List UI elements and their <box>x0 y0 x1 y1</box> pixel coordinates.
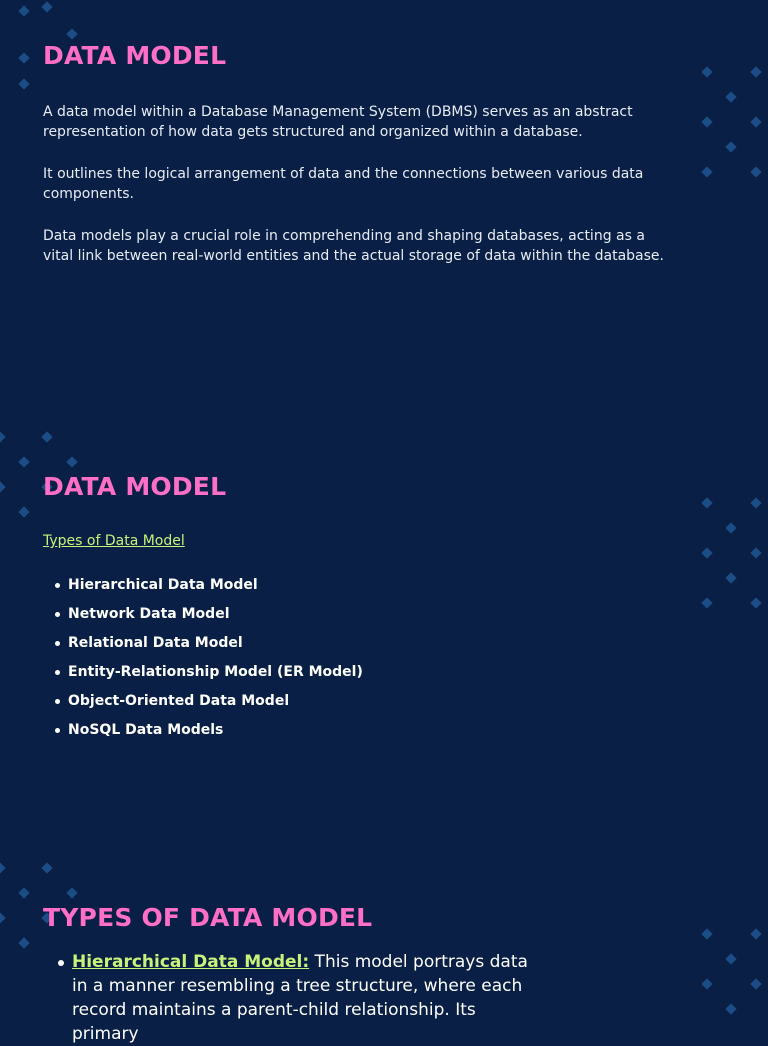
list-item <box>53 606 363 635</box>
decor-diamond-icon <box>725 522 736 533</box>
list-item-label: Entity-Relationship Model (ER Model) <box>68 664 363 680</box>
bullet-icon <box>55 699 60 704</box>
slide-title: DATA MODEL <box>43 41 227 70</box>
list-item-label: Relational Data Model <box>68 635 243 651</box>
list-item <box>53 722 363 751</box>
data-model-types-list <box>53 577 363 751</box>
decor-diamond-icon <box>750 978 761 989</box>
bullet-icon <box>55 670 60 675</box>
decor-diamond-icon <box>66 456 77 467</box>
intro-paragraph: It outlines the logical arrangement of data and the connections between various data components. <box>43 166 644 202</box>
decor-diamond-icon <box>0 912 6 923</box>
decor-diamond-icon <box>18 887 29 898</box>
list-item <box>53 577 363 606</box>
types-of-data-model-link[interactable]: Types of Data Model <box>43 533 185 549</box>
hierarchical-model-description <box>72 950 532 1046</box>
decor-diamond-icon <box>701 978 712 989</box>
decor-diamond-icon <box>701 597 712 608</box>
list-item-label: Object-Oriented Data Model <box>68 693 290 709</box>
decor-diamond-icon <box>18 78 29 89</box>
slide-title: DATA MODEL <box>43 472 227 501</box>
list-item-label: NoSQL Data Models <box>68 722 224 738</box>
decor-diamond-icon <box>701 547 712 558</box>
bullet-icon <box>58 960 64 966</box>
slide-data-model-types-list <box>0 431 768 862</box>
intro-paragraph: A data model within a Database Management System (DBMS) serves as an abstract representation of how data gets structured and organized within a database. <box>43 104 633 140</box>
intro-paragraph: Data models play a crucial role in comprehending and shaping databases, acting as a vital link between real-world entities and the actual storage of data within the database. <box>43 228 664 264</box>
decor-diamond-icon <box>701 116 712 127</box>
decor-diamond-icon <box>750 497 761 508</box>
hierarchical-data-model-link[interactable]: Hierarchical Data Model: <box>72 952 310 972</box>
decor-diamond-icon <box>750 116 761 127</box>
decor-diamond-icon <box>0 431 6 442</box>
decor-diamond-icon <box>750 66 761 77</box>
list-item <box>53 635 363 664</box>
decor-diamond-icon <box>18 52 29 63</box>
bullet-icon <box>55 583 60 588</box>
decor-diamond-icon <box>750 166 761 177</box>
decor-diamond-icon <box>41 1 52 12</box>
list-item-label: Hierarchical Data Model <box>68 577 258 593</box>
decor-diamond-icon <box>725 572 736 583</box>
decor-diamond-icon <box>0 862 6 873</box>
decor-diamond-icon <box>725 1003 736 1014</box>
decor-diamond-icon <box>18 506 29 517</box>
hierarchical-description-text: This model portrays data in a manner resembling a tree structure, where each record maintains a parent-child relationship. Its primary <box>72 952 528 1044</box>
decor-diamond-icon <box>41 431 52 442</box>
bullet-icon <box>55 641 60 646</box>
decor-diamond-icon <box>750 928 761 939</box>
slide-data-model-intro <box>0 0 768 431</box>
bullet-icon <box>55 612 60 617</box>
decor-diamond-icon <box>66 887 77 898</box>
decor-diamond-icon <box>725 91 736 102</box>
decor-diamond-icon <box>18 5 29 16</box>
decor-diamond-icon <box>0 481 6 492</box>
bullet-icon <box>55 728 60 733</box>
list-item <box>53 693 363 722</box>
decor-diamond-icon <box>725 953 736 964</box>
slide-types-of-data-model <box>0 862 768 1044</box>
decor-diamond-icon <box>701 66 712 77</box>
slide-title: TYPES OF DATA MODEL <box>43 903 373 932</box>
decor-diamond-icon <box>701 497 712 508</box>
decor-diamond-icon <box>725 141 736 152</box>
list-item-label: Network Data Model <box>68 606 230 622</box>
decor-diamond-icon <box>18 456 29 467</box>
decor-diamond-icon <box>66 28 77 39</box>
list-item <box>53 664 363 693</box>
decor-diamond-icon <box>750 597 761 608</box>
decor-diamond-icon <box>750 547 761 558</box>
decor-diamond-icon <box>701 928 712 939</box>
decor-diamond-icon <box>41 862 52 873</box>
decor-diamond-icon <box>18 937 29 948</box>
decor-diamond-icon <box>701 166 712 177</box>
